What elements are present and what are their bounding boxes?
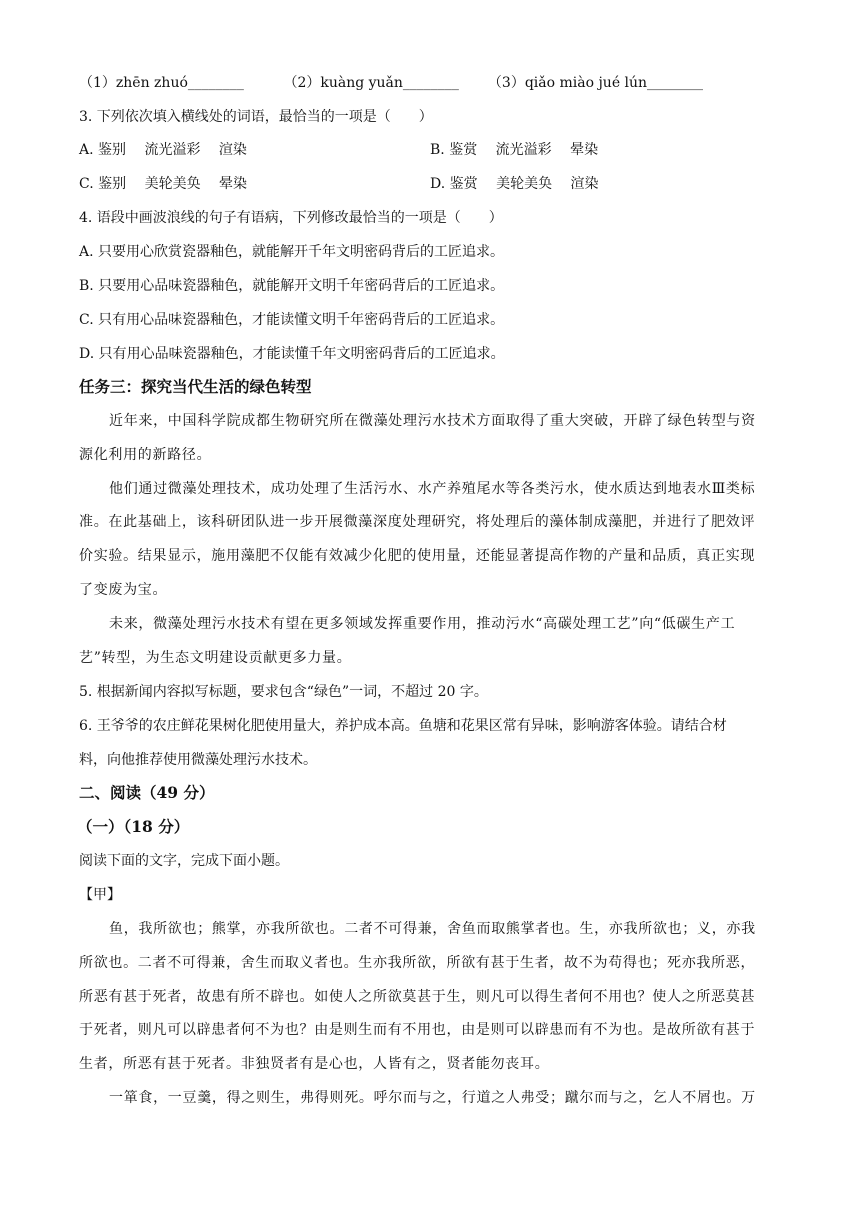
passage-label-jia: 【甲】 [79,887,121,903]
passage-line-1: 鱼，我所欲也；熊掌，亦我所欲也。二者不可得兼，舍鱼而取熊掌者也。生，亦我所欲也；义，亦我 [109,921,756,937]
section2-subtitle: （一）（18 分） [77,817,190,836]
q4-option-b: B. 只要用心品味瓷器釉色，就能解开文明千年密码背后的工匠追求。 [79,278,505,294]
section2-title: 二、阅读（49 分） [79,783,215,802]
news-line-1: 近年来，中国科学院成都生物研究所在微藻处理污水技术方面取得了重大突破，开辟了绿色转型与资 [109,413,756,429]
news-line-8: 艺”转型，为生态文明建设贡献更多力量。 [79,650,352,666]
q6-stem-line-1: 6. 王爷爷的农庄鲜花果树化肥使用量大，养护成本高。鱼塘和花果区常有异味，影响游客体验。请结合材 [79,718,727,734]
news-line-7: 未来，微藻处理污水技术有望在更多领域发挥重要作用，推动污水“高碳处理工艺”向“低碳生产工 [109,616,736,632]
passage-line-6: 一箪食，一豆羹，得之则生，弗得则死。呼尔而与之，行道之人弗受；蹴尔而与之，乞人不屑也。万 [109,1090,756,1106]
q3-option-d: D. 鉴赏 美轮美奂 渲染 [430,176,599,192]
pinyin-item-2: （2）kuàng yuǎn________ [283,75,459,91]
q6-stem-line-2: 料，向他推荐使用微藻处理污水技术。 [79,752,317,768]
passage-line-5: 生者，所恶有甚于死者。非独贤者有是心也，人皆有之，贤者能勿丧耳。 [79,1056,550,1072]
news-line-4: 准。在此基础上，该科研团队进一步开展微藻深度处理研究，将处理后的藻体制成藻肥，并进行了肥效评 [79,514,756,530]
q3-option-b: B. 鉴赏 流光溢彩 晕染 [430,142,599,158]
reading-instruction: 阅读下面的文字，完成下面小题。 [79,853,289,869]
q3-option-a: A. 鉴别 流光溢彩 渲染 [79,142,247,158]
q4-option-d: D. 只有用心品味瓷器釉色，才能读懂千年文明密码背后的工匠追求。 [79,346,505,362]
q4-option-c: C. 只有用心品味瓷器釉色，才能读懂文明千年密码背后的工匠追求。 [79,312,505,328]
q4-stem: 4. 语段中画波浪线的句子有语病，下列修改最恰当的一项是（ ） [79,210,503,226]
q3-stem: 3. 下列依次填入横线处的词语，最恰当的一项是（ ） [79,109,433,125]
q4-option-a: A. 只要用心欣赏瓷器釉色，就能解开千年文明密码背后的工匠追求。 [79,244,505,260]
passage-line-3: 所恶有甚于死者，故患有所不辟也。如使人之所欲莫甚于生，则凡可以得生者何不用也？使人之所恶莫甚 [79,989,756,1005]
pinyin-item-1: （1）zhēn zhuó________ [79,75,244,91]
news-line-6: 了变废为宝。 [79,582,168,598]
passage-line-2: 所欲也。二者不可得兼，舍生而取义者也。生亦我所欲，所欲有甚于生者，故不为苟得也；死亦我所恶， [79,955,756,971]
pinyin-row [79,73,703,93]
q3-option-c: C. 鉴别 美轮美奂 晕染 [79,176,248,192]
news-line-5: 价实验。结果显示，施用藻肥不仅能有效减少化肥的使用量，还能显著提高作物的产量和品质，真正实现 [79,548,756,564]
news-line-3: 他们通过微藻处理技术，成功处理了生活污水、水产养殖尾水等各类污水，使水质达到地表水Ⅲ类标 [109,481,756,497]
q5-stem: 5. 根据新闻内容拟写标题，要求包含“绿色”一词，不超过 20 字。 [79,684,488,700]
pinyin-item-3: （3）qiǎo miào jué lún________ [487,75,704,91]
task3-title: 任务三：探究当代生活的绿色转型 [79,377,312,396]
passage-line-4: 于死者，则凡可以辟患者何不为也？由是则生而有不用也，由是则可以辟患而有不为也。是故所欲有甚于 [79,1022,756,1038]
news-line-2: 源化利用的新路径。 [79,447,212,463]
